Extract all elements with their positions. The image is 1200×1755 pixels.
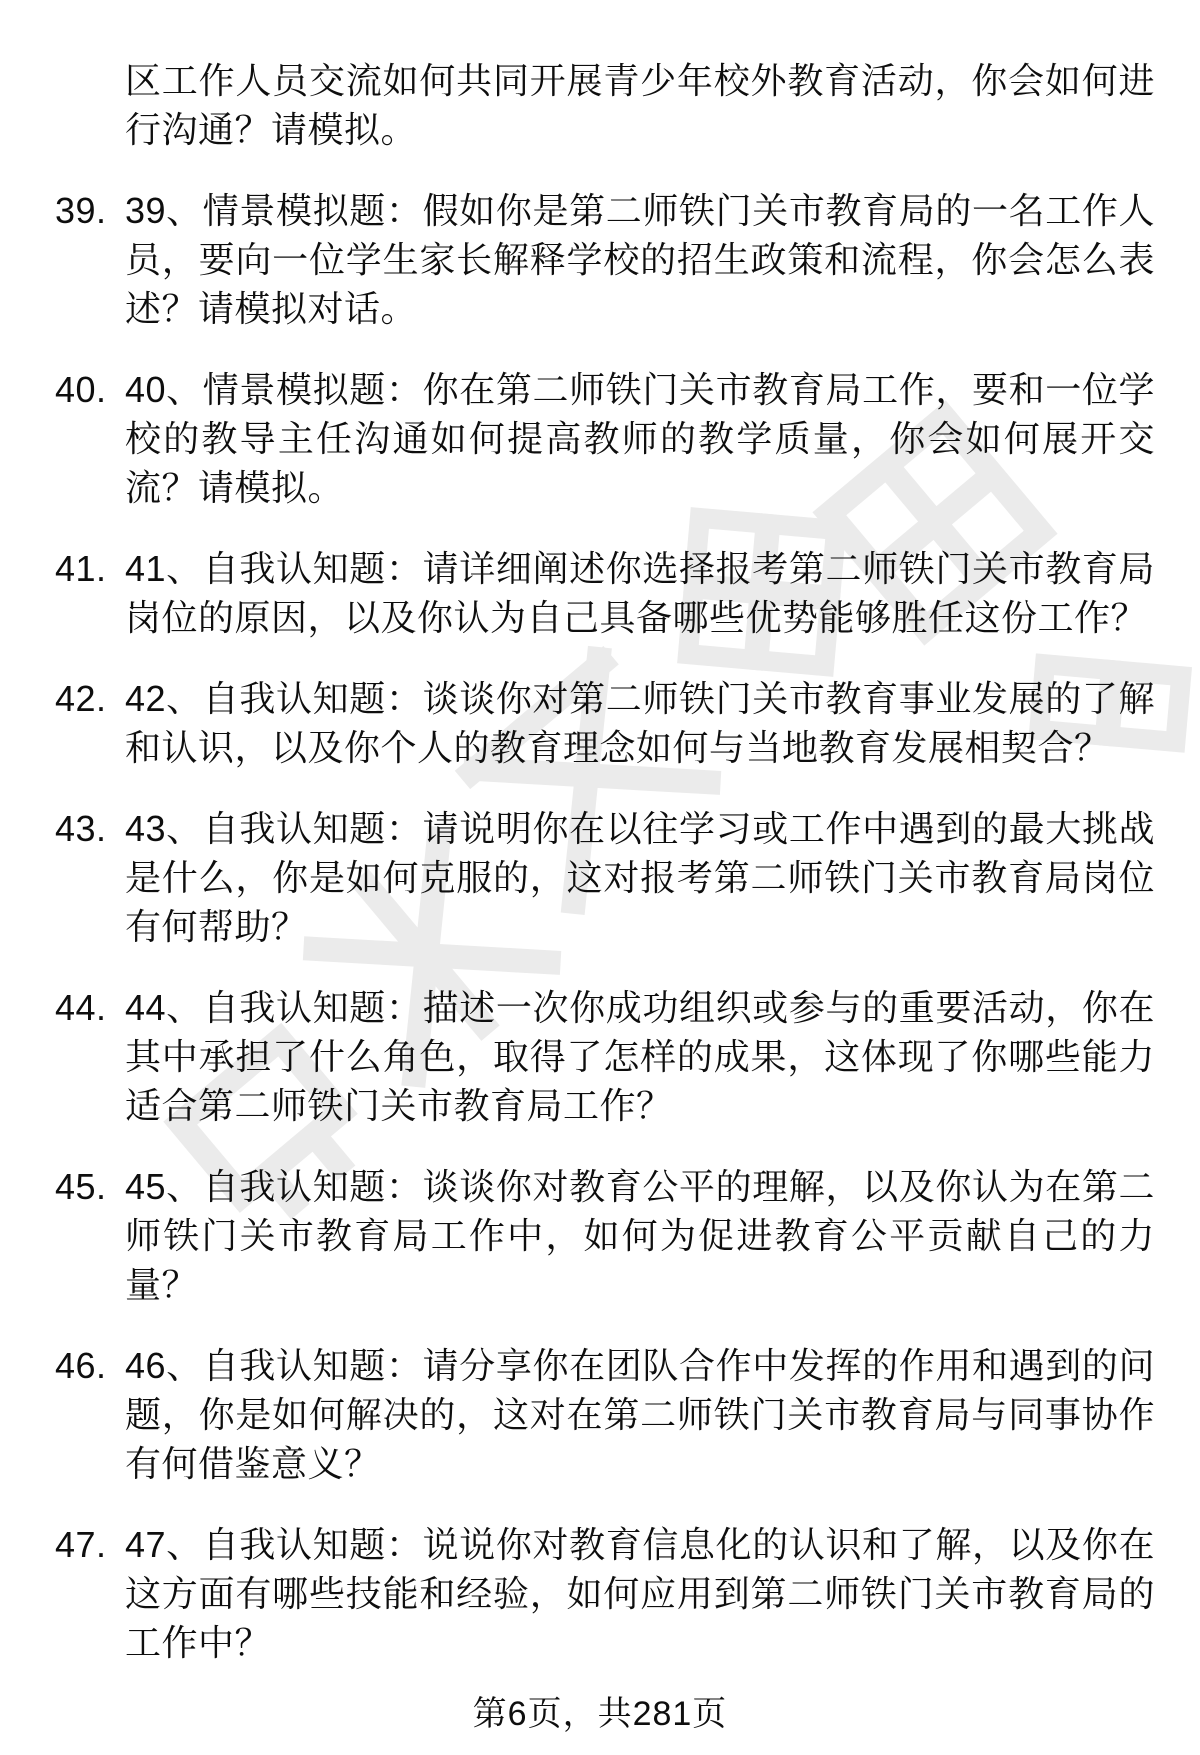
question-item-40 xyxy=(55,365,1155,512)
item-number: 43. xyxy=(55,808,107,849)
continued-paragraph: 区工作人员交流如何共同开展青少年校外教育活动，你会如何进行沟通？请模拟。 xyxy=(125,60,1155,150)
question-item-46 xyxy=(55,1341,1155,1488)
item-text: 39、情景模拟题：假如你是第二师铁门关市教育局的一名工作人员，要向一位学生家长解释学校的招生政策和流程，你会怎么表述？请模拟对话。 xyxy=(125,190,1155,329)
item-number: 47. xyxy=(55,1524,107,1565)
item-number: 42. xyxy=(55,678,107,719)
item-text: 41、自我认知题：请详细阐述你选择报考第二师铁门关市教育局岗位的原因，以及你认为自己具备哪些优势能够胜任这份工作？ xyxy=(125,548,1155,638)
item-number: 39. xyxy=(55,190,107,231)
item-text: 46、自我认知题：请分享你在团队合作中发挥的作用和遇到的问题，你是如何解决的，这对在第二师铁门关市教育局与同事协作有何借鉴意义？ xyxy=(125,1345,1155,1484)
page-footer: 第6页，共281页 xyxy=(472,1695,728,1733)
item-text: 40、情景模拟题：你在第二师铁门关市教育局工作，要和一位学校的教导主任沟通如何提高教师的教学质量，你会如何展开交流？请模拟。 xyxy=(125,369,1155,508)
question-item-41 xyxy=(55,544,1155,642)
question-item-44 xyxy=(55,983,1155,1130)
item-text: 43、自我认知题：请说明你在以往学习或工作中遇到的最大挑战是什么，你是如何克服的，这对报考第二师铁门关市教育局岗位有何帮助？ xyxy=(125,808,1155,947)
question-item-42 xyxy=(55,674,1155,772)
item-text: 47、自我认知题：说说你对教育信息化的认识和了解，以及你在这方面有哪些技能和经验，如何应用到第二师铁门关市教育局的工作中？ xyxy=(125,1524,1155,1663)
item-number: 46. xyxy=(55,1345,107,1386)
item-text: 42、自我认知题：谈谈你对第二师铁门关市教育事业发展的了解和认识，以及你个人的教育理念如何与当地教育发展相契合？ xyxy=(125,678,1155,768)
item-text: 44、自我认知题：描述一次你成功组织或参与的重要活动，你在其中承担了什么角色，取得了怎样的成果，这体现了你哪些能力适合第二师铁门关市教育局工作？ xyxy=(125,987,1155,1126)
question-item-43 xyxy=(55,804,1155,951)
item-text: 45、自我认知题：谈谈你对教育公平的理解，以及你认为在第二师铁门关市教育局工作中，如何为促进教育公平贡献自己的力量？ xyxy=(125,1166,1155,1305)
item-number: 41. xyxy=(55,548,107,589)
question-item-39 xyxy=(55,186,1155,333)
item-number: 45. xyxy=(55,1166,107,1207)
item-number: 44. xyxy=(55,987,107,1028)
question-item-47 xyxy=(55,1520,1155,1667)
item-number: 40. xyxy=(55,369,107,410)
question-item-45 xyxy=(55,1162,1155,1309)
